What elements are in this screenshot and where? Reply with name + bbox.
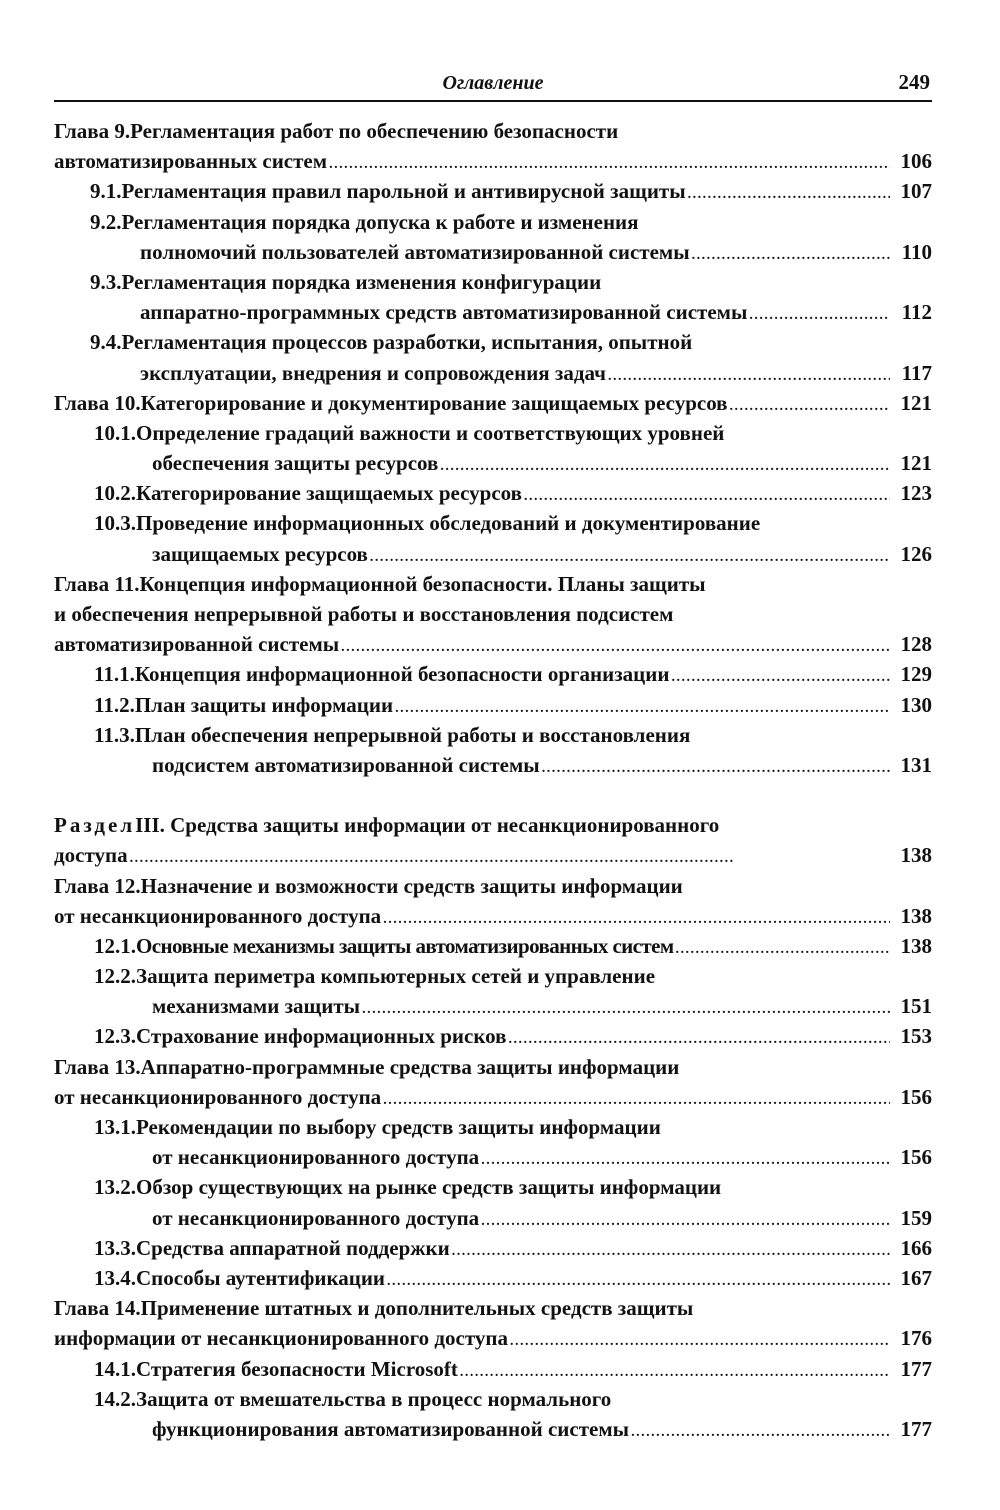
section-number: 13.4.	[94, 1265, 136, 1290]
toc-entry-part-3[interactable]	[54, 810, 932, 840]
toc-page-number: 131	[900, 752, 932, 777]
section-number: 12.1.	[94, 933, 136, 958]
section-title-cont: полномочий пользователей автоматизированной системы	[140, 239, 690, 264]
section-number: 13.1.	[94, 1115, 136, 1139]
toc-page-number: 107	[900, 179, 932, 204]
leader-dots	[749, 297, 890, 327]
toc-page-number: 159	[900, 1205, 932, 1230]
section-number: 9.4.	[90, 330, 122, 355]
toc-entry-section-13-1[interactable]	[54, 1112, 932, 1142]
toc-entry-section-11-3[interactable]	[54, 720, 932, 750]
toc-page-number: 112	[901, 300, 932, 325]
section-title: Обзор существующих на рынке средств защиты информации	[136, 1175, 722, 1200]
toc-entry-section-13-1-cont[interactable]	[54, 1142, 932, 1172]
toc-entry-section-10-1-cont[interactable]	[54, 448, 932, 478]
leader-dots	[383, 901, 890, 931]
toc-page-number: 128	[900, 632, 932, 657]
section-spacer	[54, 780, 932, 810]
section-title-cont: обеспечения защиты ресурсов	[152, 451, 439, 476]
section-number: 12.3.	[94, 1024, 136, 1049]
chapter-label: Глава 9.	[54, 119, 131, 143]
leader-dots	[510, 1323, 890, 1353]
section-number: 13.2.	[94, 1175, 136, 1200]
toc-page-number: 117	[901, 360, 932, 385]
section-title: План защиты информации	[134, 692, 394, 717]
leader-dots	[542, 750, 890, 780]
toc-entry-chapter-11[interactable]	[54, 569, 932, 599]
section-title: Категорирование защищаемых ресурсов	[136, 481, 522, 506]
toc-page-number: 138	[900, 843, 932, 868]
section-title: Стратегия безопасности Microsoft	[136, 1356, 458, 1381]
toc-page-number: 176	[900, 1326, 932, 1351]
toc-page-number: 177	[900, 1416, 932, 1441]
chapter-title: Регламентация работ по обеспечению безопасности	[130, 119, 619, 143]
toc-entry-section-12-2-cont[interactable]	[54, 991, 932, 1021]
section-title: Основные механизмы защиты автоматизированных систем	[136, 933, 674, 958]
toc-page-number: 129	[900, 662, 932, 687]
leader-dots	[608, 358, 890, 388]
toc-entry-chapter-13-cont[interactable]	[54, 1082, 932, 1112]
leader-dots	[524, 478, 890, 508]
chapter-title-cont: автоматизированных систем	[54, 149, 328, 174]
section-title-cont: защищаемых ресурсов	[152, 541, 368, 566]
chapter-title: Концепция информационной безопасности. Планы защиты	[139, 571, 706, 596]
section-title: Определение градаций важности и соответствующих уровней	[136, 420, 725, 445]
leader-dots	[440, 448, 890, 478]
toc-page-number: 156	[900, 1145, 932, 1170]
toc-entry-section-9-2-cont[interactable]	[54, 237, 932, 267]
toc-entry-section-10-3[interactable]	[54, 508, 932, 538]
toc-entry-chapter-14[interactable]	[54, 1293, 932, 1323]
chapter-title: Назначение и возможности средств защиты информации	[140, 873, 683, 898]
section-title-cont: эксплуатации, внедрения и сопровождения задач	[140, 360, 606, 385]
section-title-cont: механизмами защиты	[152, 994, 361, 1019]
toc-entry-section-14-2-cont[interactable]	[54, 1414, 932, 1444]
toc-entry-chapter-12-cont[interactable]	[54, 901, 932, 931]
toc-entry-section-9-4[interactable]	[54, 327, 932, 357]
section-title: Регламентация правил парольной и антивирусной защиты	[121, 179, 686, 204]
section-title: Средства аппаратной поддержки	[136, 1235, 450, 1260]
section-title: Страхование информационных рисков	[136, 1024, 507, 1049]
toc-entry-section-12-1[interactable]	[54, 931, 932, 961]
toc-page-number: 156	[900, 1084, 932, 1109]
part-label: Раздел	[54, 813, 136, 838]
toc-entry-section-12-2[interactable]	[54, 961, 932, 991]
chapter-title-cont: от несанкционированного доступа	[54, 903, 382, 928]
section-title: Регламентация процессов разработки, испытания, опытной	[121, 330, 693, 355]
section-number: 13.3.	[94, 1235, 136, 1260]
table-of-contents	[54, 116, 932, 1444]
section-number: 9.1.	[90, 179, 122, 204]
page-number: 249	[898, 70, 930, 94]
section-title-cont: аппаратно-программных средств автоматизированной системы	[140, 300, 748, 325]
toc-page-number: 167	[900, 1265, 932, 1290]
part-title-cont: доступа	[54, 843, 128, 868]
toc-entry-section-9-3-cont[interactable]	[54, 297, 932, 327]
section-title: Проведение информационных обследований и документирование	[136, 511, 761, 536]
toc-entry-section-14-2[interactable]	[54, 1384, 932, 1414]
toc-page-number: 177	[900, 1356, 932, 1381]
chapter-title: Применение штатных и дополнительных средств защиты	[140, 1296, 694, 1321]
chapter-label: Глава 14.	[54, 1296, 141, 1321]
leader-dots	[387, 1263, 890, 1293]
toc-entry-section-14-1[interactable]	[54, 1354, 932, 1384]
section-number: 12.2.	[94, 964, 136, 989]
section-number: 14.2.	[94, 1386, 136, 1411]
toc-page-number: 121	[900, 390, 932, 415]
chapter-title-cont: информации от несанкционированного доступа	[54, 1326, 508, 1351]
section-number: 11.1.	[94, 662, 135, 687]
leader-dots	[481, 1203, 890, 1233]
running-head	[54, 70, 932, 102]
leader-dots	[362, 991, 890, 1021]
leader-dots	[395, 690, 890, 720]
toc-entry-chapter-9-cont[interactable]	[54, 146, 932, 176]
leader-dots	[452, 1233, 890, 1263]
section-number: 10.1.	[94, 420, 136, 445]
leader-dots	[676, 931, 890, 961]
section-number: 11.3.	[94, 722, 135, 747]
section-number: 10.2.	[94, 481, 136, 506]
chapter-title-cont: от несанкционированного доступа	[54, 1084, 382, 1109]
leader-dots	[730, 388, 890, 418]
toc-entry-chapter-12[interactable]	[54, 871, 932, 901]
toc-entry-section-11-2[interactable]	[54, 690, 932, 720]
section-number: 10.3.	[94, 511, 136, 536]
chapter-label: Глава 12.	[54, 873, 141, 898]
chapter-label: Глава 10.	[54, 390, 141, 415]
section-number: 9.3.	[90, 269, 122, 294]
toc-entry-chapter-11-cont2[interactable]	[54, 629, 932, 659]
toc-entry-section-13-2[interactable]	[54, 1172, 932, 1202]
leader-dots	[671, 659, 890, 689]
toc-page-number: 130	[900, 692, 932, 717]
chapter-title-cont: и обеспечения непрерывной работы и восстановления подсистем	[54, 602, 674, 626]
toc-page-number: 121	[900, 451, 932, 476]
leader-dots	[341, 629, 890, 659]
leader-dots	[460, 1354, 890, 1384]
leader-dots	[370, 539, 890, 569]
chapter-title: Категорирование и документирование защищаемых ресурсов	[140, 390, 728, 415]
toc-entry-section-10-2[interactable]	[54, 478, 932, 508]
leader-dots	[329, 146, 890, 176]
toc-page-number: 166	[900, 1235, 932, 1260]
toc-entry-part-3-cont[interactable]	[54, 840, 932, 870]
section-title: Рекомендации по выбору средств защиты информации	[136, 1115, 661, 1139]
section-title-cont: подсистем автоматизированной системы	[152, 752, 540, 777]
section-title: Защита периметра компьютерных сетей и управление	[136, 964, 656, 989]
chapter-label: Глава 13.	[54, 1054, 141, 1079]
section-number: 14.1.	[94, 1356, 136, 1381]
running-title: Оглавление	[442, 72, 544, 94]
section-title-cont: функционирования автоматизированной системы	[152, 1416, 630, 1441]
part-title: III. Средства защиты информации от несанкционированного	[135, 813, 720, 838]
toc-entry-section-9-2[interactable]	[54, 207, 932, 237]
leader-dots	[688, 176, 890, 206]
toc-entry-section-9-4-cont[interactable]	[54, 358, 932, 388]
toc-entry-section-13-4[interactable]	[54, 1263, 932, 1293]
toc-entry-chapter-14-cont[interactable]	[54, 1323, 932, 1353]
toc-entry-section-10-3-cont[interactable]	[54, 539, 932, 569]
toc-page-number: 151	[900, 994, 932, 1019]
section-number: 11.2.	[94, 692, 135, 717]
toc-page-number: 126	[900, 541, 932, 566]
chapter-label: Глава 11.	[54, 571, 140, 596]
leader-dots	[130, 840, 890, 870]
section-title: Защита от вмешательства в процесс нормального	[136, 1386, 612, 1411]
section-number: 9.2.	[90, 209, 122, 234]
toc-entry-chapter-9[interactable]	[54, 116, 932, 146]
toc-entry-section-9-1[interactable]	[54, 176, 932, 206]
toc-page-number: 123	[900, 481, 932, 506]
toc-entry-chapter-13[interactable]	[54, 1052, 932, 1082]
toc-entry-section-13-3[interactable]	[54, 1233, 932, 1263]
leader-dots	[692, 237, 890, 267]
toc-entry-chapter-10[interactable]	[54, 388, 932, 418]
toc-page-number: 110	[901, 239, 932, 264]
leader-dots	[481, 1142, 890, 1172]
toc-entry-section-11-1[interactable]	[54, 659, 932, 689]
leader-dots	[631, 1414, 890, 1444]
toc-page-number: 138	[900, 903, 932, 928]
toc-entry-section-9-3[interactable]	[54, 267, 932, 297]
leader-dots	[508, 1021, 890, 1051]
chapter-title: Аппаратно-программные средства защиты информации	[140, 1054, 680, 1079]
toc-entry-chapter-11-cont[interactable]	[54, 599, 932, 629]
toc-entry-section-10-1[interactable]	[54, 418, 932, 448]
section-title: Способы аутентификации	[136, 1265, 386, 1290]
leader-dots	[383, 1082, 890, 1112]
section-title-cont: от несанкционированного доступа	[152, 1205, 480, 1230]
section-title-cont: от несанкционированного доступа	[152, 1145, 480, 1170]
toc-page-number: 153	[900, 1024, 932, 1049]
section-title: Концепция информационной безопасности организации	[134, 662, 670, 687]
toc-page-number: 106	[900, 149, 932, 174]
chapter-title-cont: автоматизированной системы	[54, 632, 340, 657]
toc-entry-section-11-3-cont[interactable]	[54, 750, 932, 780]
toc-entry-section-12-3[interactable]	[54, 1021, 932, 1051]
toc-page-number: 138	[900, 933, 932, 958]
section-title: Регламентация порядка изменения конфигурации	[121, 269, 602, 294]
section-title: План обеспечения непрерывной работы и восстановления	[134, 722, 691, 747]
toc-entry-section-13-2-cont[interactable]	[54, 1203, 932, 1233]
section-title: Регламентация порядка допуска к работе и изменения	[121, 209, 639, 234]
